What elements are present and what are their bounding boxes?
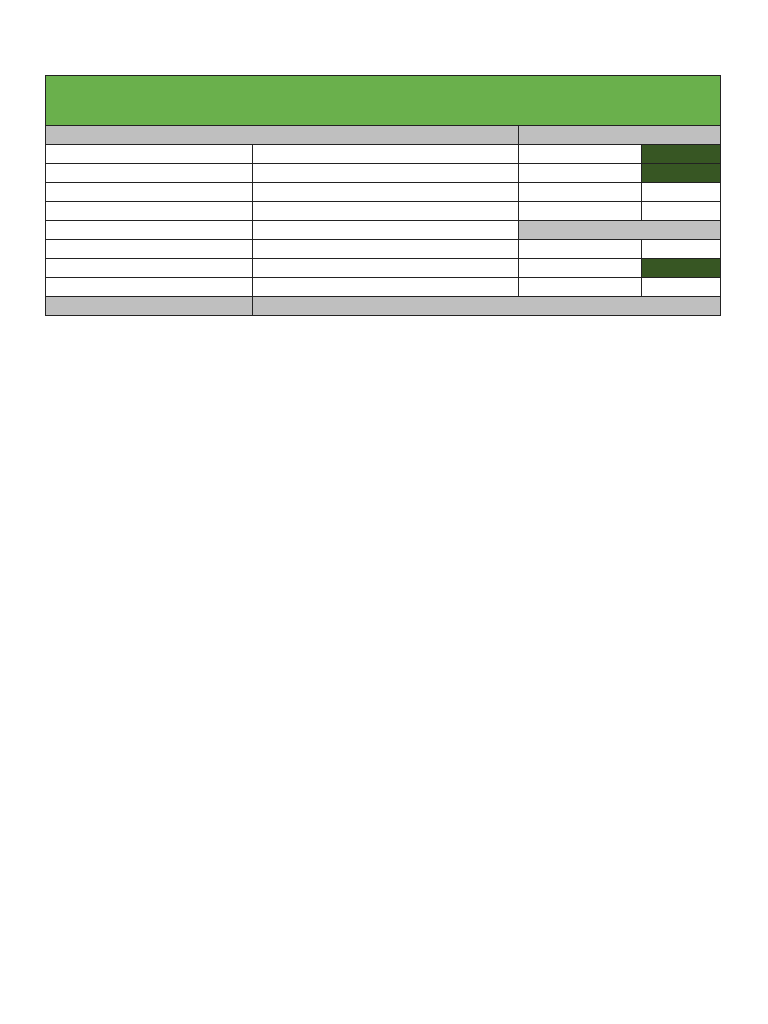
foliage-label: [519, 259, 642, 278]
species-sheet: [45, 75, 721, 316]
general-label: [46, 221, 253, 240]
general-label: [46, 183, 253, 202]
general-value: [253, 259, 519, 278]
general-row: [46, 164, 721, 183]
foliage-header: [519, 221, 721, 240]
general-label: [46, 145, 253, 164]
section-header: [46, 297, 253, 316]
foliage-label: [519, 278, 642, 297]
general-row: [46, 240, 721, 259]
organ-label: [519, 145, 642, 164]
general-label: [46, 240, 253, 259]
general-row: [46, 202, 721, 221]
general-row: [46, 259, 721, 278]
general-label: [46, 259, 253, 278]
general-value: [253, 221, 519, 240]
general-value: [253, 240, 519, 259]
organ-header: [519, 126, 721, 145]
general-row: [46, 145, 721, 164]
foliage-check: [642, 278, 721, 297]
general-value: [253, 145, 519, 164]
foliage-check: [642, 240, 721, 259]
organ-label: [519, 183, 642, 202]
general-value: [253, 164, 519, 183]
general-row: [46, 278, 721, 297]
foliage-check: [642, 259, 721, 278]
organ-label: [519, 202, 642, 221]
general-header: [46, 126, 519, 145]
organ-check: [642, 183, 721, 202]
organ-check: [642, 145, 721, 164]
general-label: [46, 202, 253, 221]
general-label: [46, 278, 253, 297]
general-row: [46, 183, 721, 202]
general-label: [46, 164, 253, 183]
image-header: [253, 297, 721, 316]
organ-label: [519, 164, 642, 183]
organ-check: [642, 202, 721, 221]
general-value: [253, 278, 519, 297]
organ-check: [642, 164, 721, 183]
general-value: [253, 202, 519, 221]
page-title: [46, 76, 721, 126]
general-row: [46, 221, 721, 240]
foliage-label: [519, 240, 642, 259]
general-header-row: [46, 126, 721, 145]
general-value: [253, 183, 519, 202]
section-header-row: [46, 297, 721, 316]
